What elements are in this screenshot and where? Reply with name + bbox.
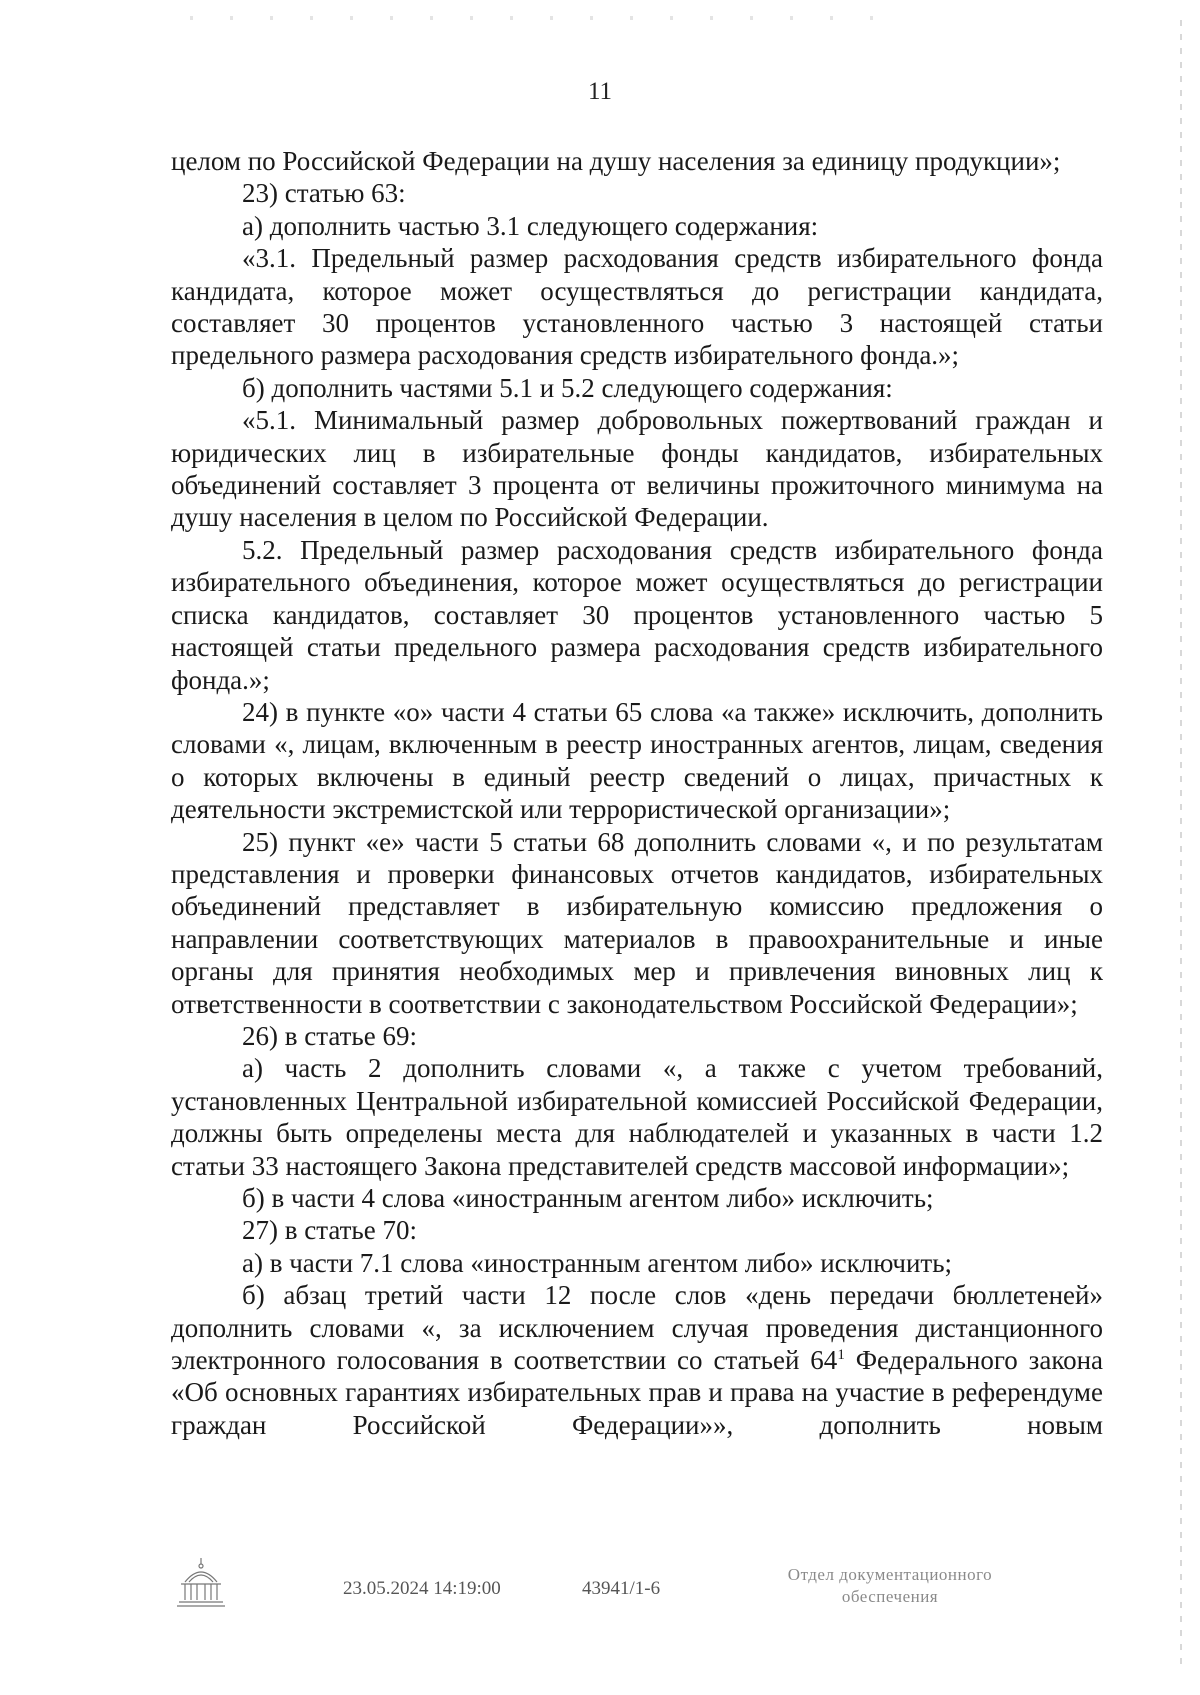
paragraph-item-23: 23) статью 63:	[242, 178, 406, 209]
registration-datetime: 23.05.2024 14:19:00	[343, 1578, 501, 1599]
paragraph-item-26: 26) в статье 69:	[242, 1020, 417, 1051]
department-stamp	[740, 1564, 1040, 1608]
paragraph-quote-5-2: 5.2. Предельный размер расходования средств избирательного фонда избирательного объединения, которое может осуществляться до регистрации списка кандидатов, составляет 30 процентов установленного частью 5 настоящей статьи предельного размера расходования средств избирательного фонда.»;	[171, 534, 1103, 695]
paragraph-item-25: 25) пункт «е» части 5 статьи 68 дополнить словами «, и по результатам представления и проверки финансовых отчетов кандидатов, избирательных объединений представляет в избирательную комиссию предложения о направлении соответствующих материалов в правоохранительные и иные органы для принятия необходимых мер и привлечения виновных лиц к ответственности в соответствии с законодательством Российской Федерации»;	[171, 826, 1103, 1019]
paragraph-item-24: 24) в пункте «о» части 4 статьи 65 слова «а также» исключить, дополнить словами «, лицам, включенным в реестр иностранных агентов, лицам, сведения о которых включены в единый реестр сведений о лицах, причастных к деятельности экстремистской или террористической организации»;	[171, 696, 1103, 825]
scan-edge	[1180, 20, 1182, 1670]
page-number: 11	[587, 78, 613, 105]
document-number: 43941/1-6	[582, 1578, 661, 1599]
stamp-line-2: обеспечения	[841, 1587, 939, 1606]
paragraph-item-23b: б) дополнить частями 5.1 и 5.2 следующего содержания:	[242, 372, 893, 403]
paragraph-continuation: целом по Российской Федерации на душу населения за единицу продукции»;	[171, 146, 1061, 176]
document-body	[171, 145, 1103, 1441]
superscript-marker: 1	[837, 1347, 845, 1364]
paragraph-item-26a: а) часть 2 дополнить словами «, а также с учетом требований, установленных Центральной избирательной комиссией Российской Федерации, должны быть определены места для наблюдателей и указанных в части 1.2 статьи 33 настоящего Закона представителей средств массовой информации»;	[171, 1053, 1103, 1181]
paragraph-quote-5-1: «5.1. Минимальный размер добровольных пожертвований граждан и юридических лиц в избирательные фонды кандидатов, избирательных объединений составляет 3 процента от величины прожиточного минимума на душу населения в целом по Российской Федерации.	[171, 405, 1103, 533]
stamp-line-1: Отдел документационного	[787, 1565, 993, 1584]
paragraph-quote-3-1: «3.1. Предельный размер расходования средств избирательного фонда кандидата, которое может осуществляться до регистрации кандидата, составляет 30 процентов установленного частью 3 настоящей статьи предельного размера расходования средств избирательного фонда.»;	[171, 243, 1103, 371]
paragraph-item-27b-part2: Федерального закона «Об основных гарантиях избирательных прав и права на участие в референдуме граждан Российской Федерации»», дополнить новым	[171, 1345, 1103, 1440]
paragraph-item-27b-part1: б) абзац третий части 12 после слов «день передачи бюллетеней» дополнить словами «, за исключением случая проведения дистанционного электронного голосования в соответствии со статьей 64	[171, 1280, 1103, 1376]
paragraph-item-27: 27) в статье 70:	[242, 1215, 417, 1246]
paragraph-item-27a: а) в части 7.1 слова «иностранным агентом либо» исключить;	[242, 1247, 953, 1278]
paragraph-item-26b: б) в части 4 слова «иностранным агентом либо» исключить;	[242, 1183, 934, 1213]
scan-noise	[190, 16, 890, 20]
paragraph-item-27b	[171, 1279, 1103, 1441]
state-duma-emblem-icon	[175, 1556, 227, 1612]
paragraph-item-23a: а) дополнить частью 3.1 следующего содержания:	[242, 210, 819, 241]
